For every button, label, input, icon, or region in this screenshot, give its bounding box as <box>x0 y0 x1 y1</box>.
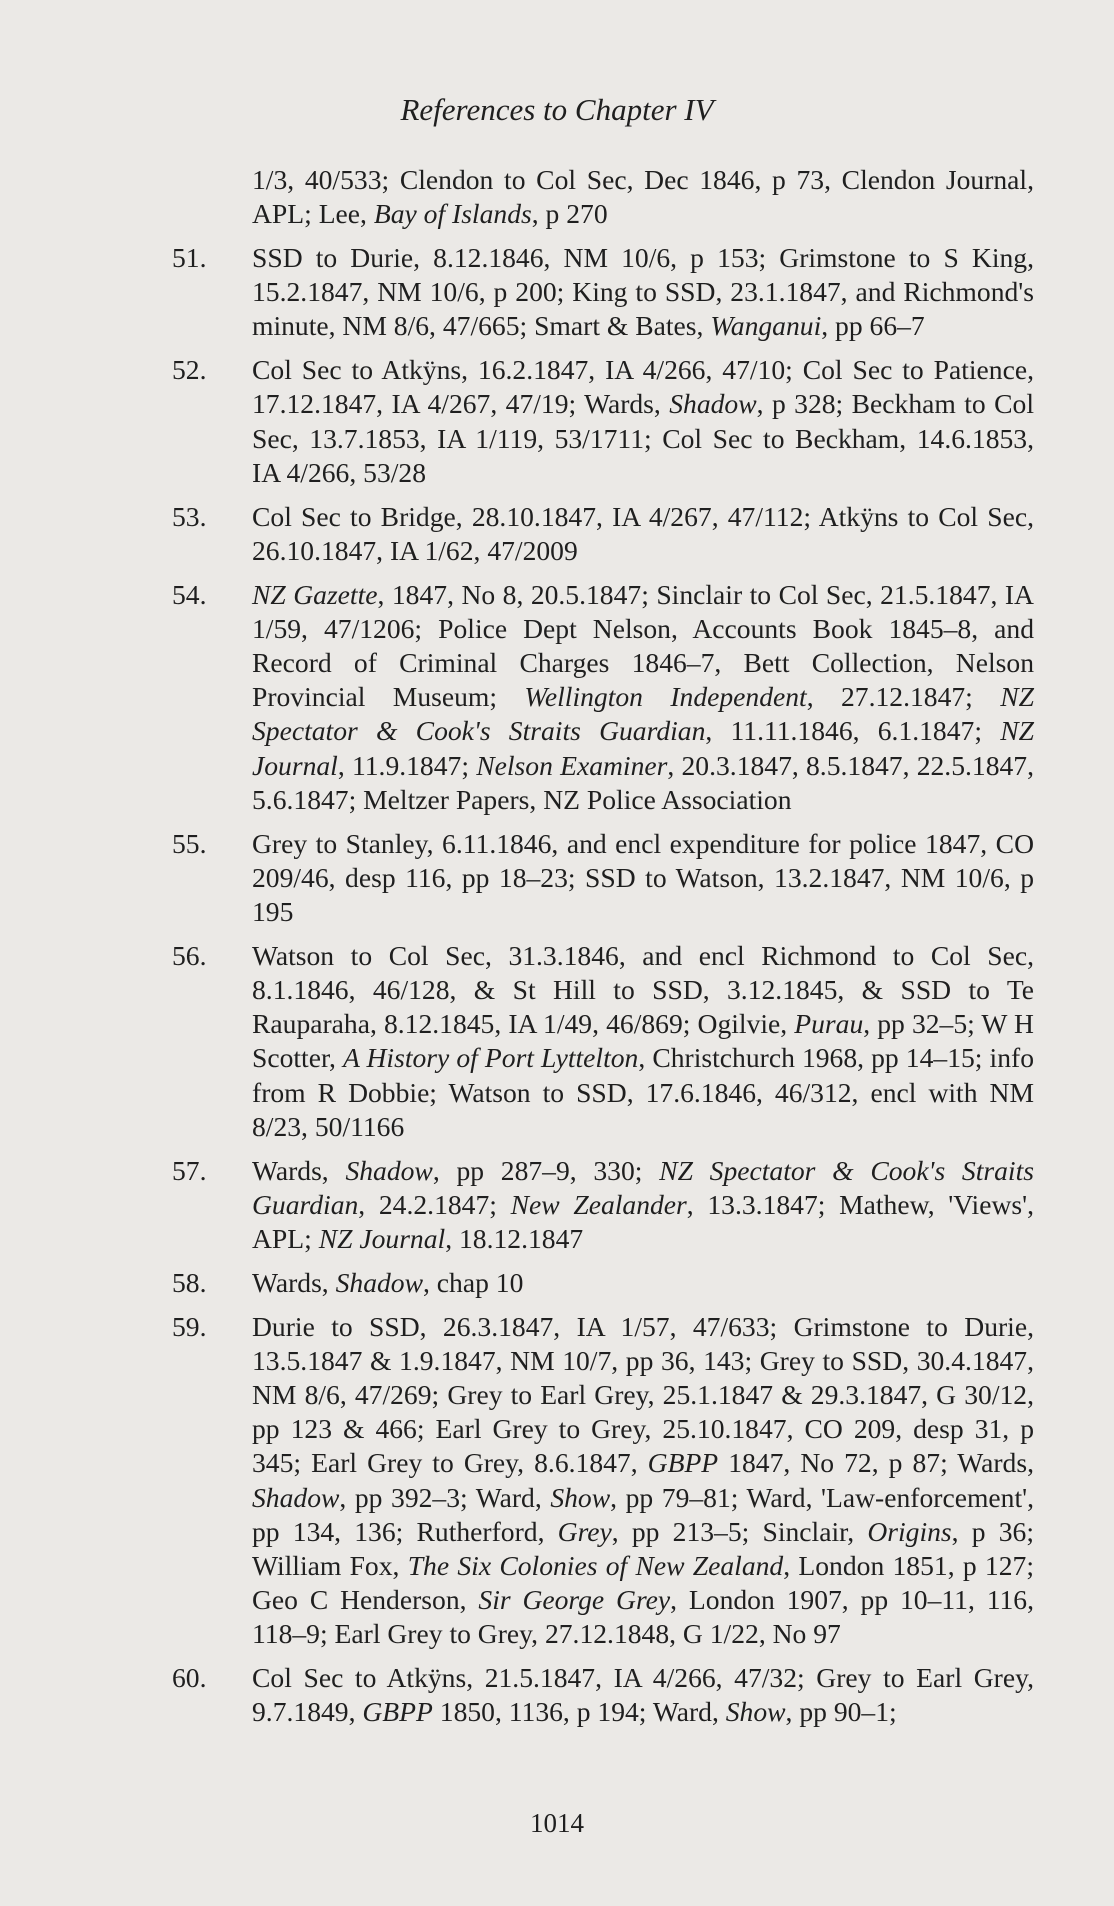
note-number: 55. <box>172 827 207 859</box>
reference-notes-list <box>172 163 1034 1739</box>
note-item <box>172 500 1034 568</box>
note-number: 59. <box>172 1310 207 1342</box>
note-item <box>172 241 1034 344</box>
note-text: Col Sec to Atkÿns, 21.5.1847, IA 4/266, 47/32; Grey to Earl Grey, 9.7.1849, GBPP 1850, 1136, p 194; Ward, Show, pp 90–1; <box>252 1662 1034 1728</box>
note-number: 56. <box>172 939 207 971</box>
note-text: Col Sec to Atkÿns, 16.2.1847, IA 4/266, 47/10; Col Sec to Patience, 17.12.1847, IA 4/267, 47/19; Wards, Shadow, p 328; Beckham to Col Sec, 13.7.1853, IA 1/119, 53/1711; Col Sec to Beckham, 14.6.1853, IA 4/266, 53/28 <box>252 354 1034 488</box>
note-number: 57. <box>172 1154 207 1186</box>
note-number: 54. <box>172 578 207 610</box>
note-item <box>172 578 1034 817</box>
note-item <box>172 939 1034 1144</box>
note-item <box>172 1661 1034 1729</box>
note-item <box>172 1154 1034 1257</box>
note-item <box>172 1310 1034 1652</box>
note-item <box>172 163 1034 231</box>
note-text: Wards, Shadow, pp 287–9, 330; NZ Spectator & Cook's Straits Guardian, 24.2.1847; New Zealander, 13.3.1847; Mathew, 'Views', APL; NZ Journal, 18.12.1847 <box>252 1154 1035 1255</box>
note-item <box>172 353 1034 490</box>
note-text: Wards, Shadow, chap 10 <box>252 1266 524 1298</box>
page-header: References to Chapter IV <box>400 92 714 127</box>
note-number: 60. <box>172 1662 207 1694</box>
page-number: 1014 <box>530 1808 584 1838</box>
note-text: NZ Gazette, 1847, No 8, 20.5.1847; Sinclair to Col Sec, 21.5.1847, IA 1/59, 47/1206; Police Dept Nelson, Accounts Book 1845–8, and Record of Criminal Charges 1846–7, Bett Collection, Nelson Provincial Museum; Wellington Independent, 27.12.1847; NZ Spectator & Cook's Straits Guardian, 11.11.1846, 6.1.1847; NZ Journal, 11.9.1847; Nelson Examiner, 20.3.1847, 8.5.1847, 22.5.1847, 5.6.1847; Meltzer Papers, NZ Police Association <box>252 578 1034 815</box>
note-number: 52. <box>172 354 207 386</box>
note-number: 58. <box>172 1266 207 1298</box>
note-number: 51. <box>172 242 207 273</box>
note-item <box>172 827 1034 930</box>
note-text: SSD to Durie, 8.12.1846, NM 10/6, p 153; Grimstone to S King, 15.2.1847, NM 10/6, p 200; King to SSD, 23.1.1847, and Richmond's minute, NM 8/6, 47/665; Smart & Bates, Wanganui, pp 66–7 <box>252 242 1034 342</box>
note-item <box>172 1266 1034 1300</box>
note-text: Watson to Col Sec, 31.3.1846, and encl Richmond to Col Sec, 8.1.1846, 46/128, & St Hill to SSD, 3.12.1845, & SSD to Te Rauparaha, 8.12.1845, IA 1/49, 46/869; Ogilvie, Purau, pp 32–5; W H Scotter, A History of Port Lyttelton, Christchurch 1968, pp 14–15; info from R Dobbie; Watson to SSD, 17.6.1846, 46/312, encl with NM 8/23, 50/1166 <box>252 939 1034 1142</box>
note-text: Grey to Stanley, 6.11.1846, and encl expenditure for police 1847, CO 209/46, desp 116, pp 18–23; SSD to Watson, 13.2.1847, NM 10/6, p 195 <box>252 827 1034 928</box>
note-text: Durie to SSD, 26.3.1847, IA 1/57, 47/633; Grimstone to Durie, 13.5.1847 & 1.9.1847, NM 10/7, pp 36, 143; Grey to SSD, 30.4.1847, NM 8/6, 47/269; Grey to Earl Grey, 25.1.1847 & 29.3.1847, G 30/12, pp 123 & 466; Earl Grey to Grey, 25.10.1847, CO 209, desp 31, p 345; Earl Grey to Grey, 8.6.1847, GBPP 1847, No 72, p 87; Wards, Shadow, pp 392–3; Ward, Show, pp 79–81; Ward, 'Law-enforcement', pp 134, 136; Rutherford, Grey, pp 213–5; Sinclair, Origins, p 36; William Fox, The Six Colonies of New Zealand, London 1851, p 127; Geo C Henderson, Sir George Grey, London 1907, pp 10–11, 116, 118–9; Earl Grey to Grey, 27.12.1848, G 1/22, No 97 <box>252 1310 1034 1650</box>
note-text: 1/3, 40/533; Clendon to Col Sec, Dec 1846, p 73, Clendon Journal, APL; Lee, Bay of Islands, p 270 <box>252 164 1034 230</box>
note-number: 53. <box>172 500 207 532</box>
note-text: Col Sec to Bridge, 28.10.1847, IA 4/267, 47/112; Atkÿns to Col Sec, 26.10.1847, IA 1/62, 47/2009 <box>252 500 1034 566</box>
